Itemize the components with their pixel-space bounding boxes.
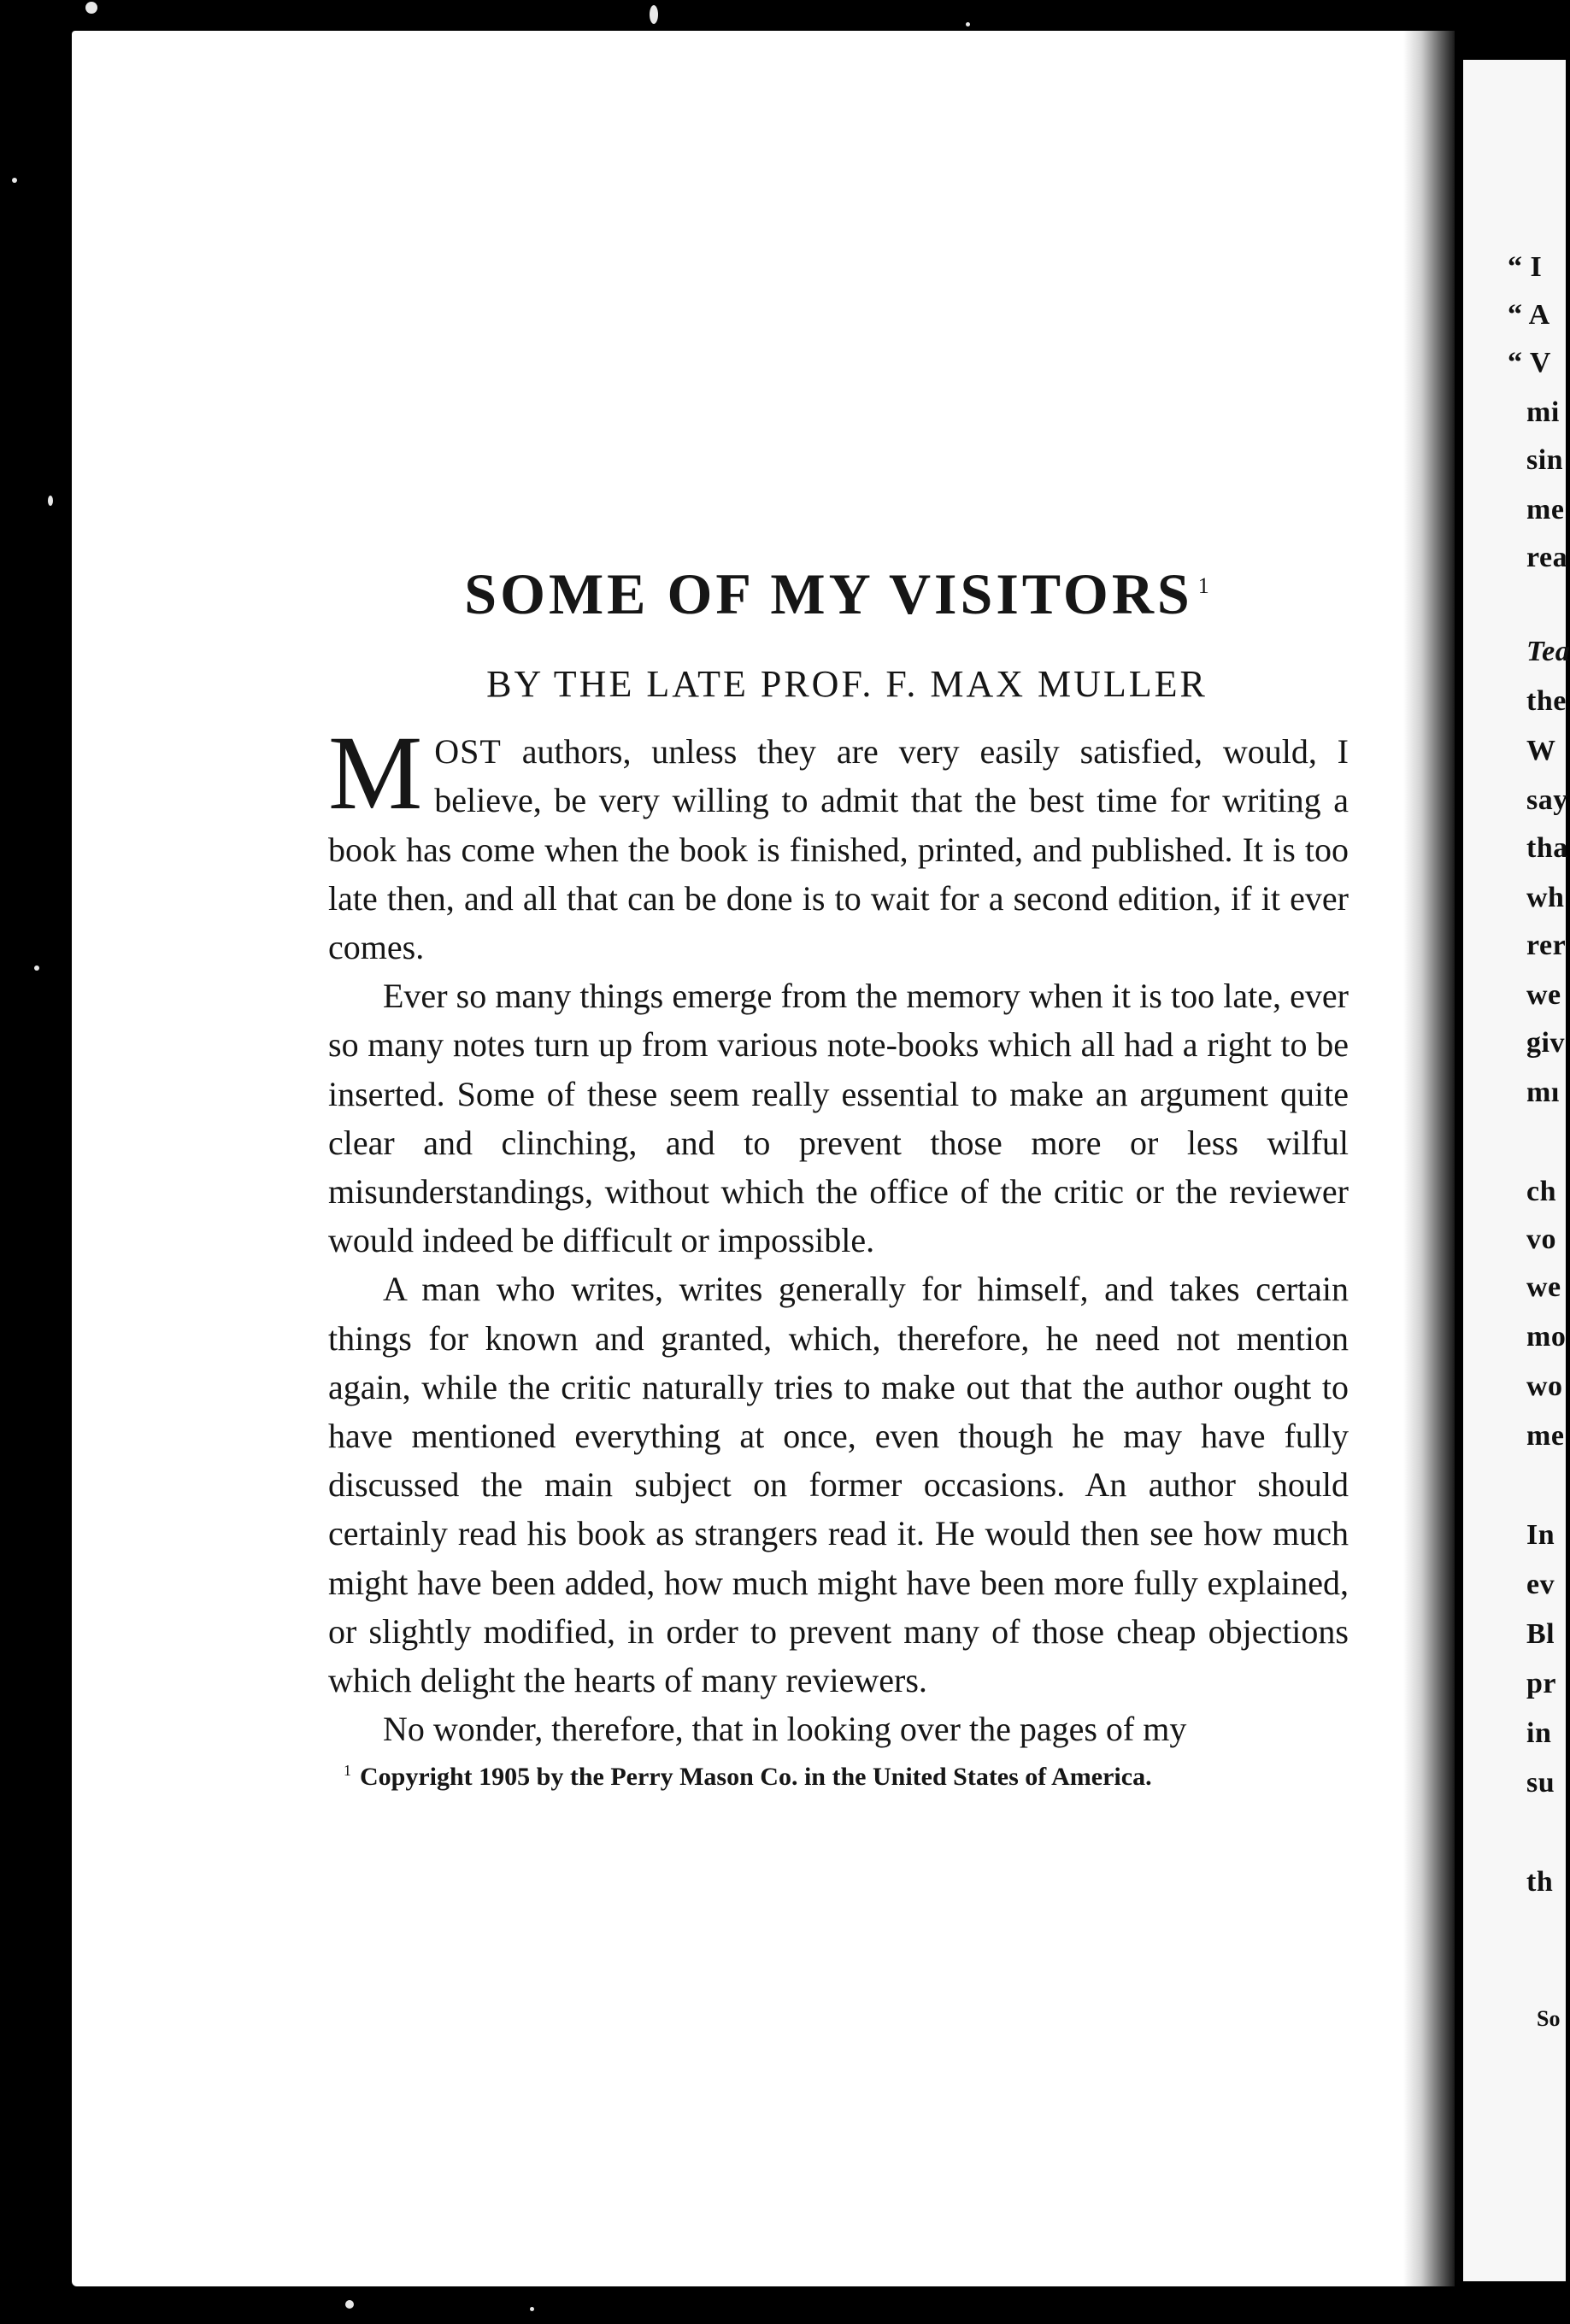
right-page-line: “ V xyxy=(1508,347,1551,379)
article-byline: BY THE LATE PROF. F. MAX MULLER xyxy=(486,662,1208,705)
scan-speck xyxy=(85,2,97,14)
scan-speck xyxy=(345,2300,354,2309)
right-page-line: tha xyxy=(1526,832,1568,864)
scan-speck xyxy=(12,178,17,183)
title-footnote-mark: 1 xyxy=(1197,573,1213,599)
right-page-line: giv xyxy=(1526,1027,1565,1059)
footnote-mark: 1 xyxy=(344,1762,351,1780)
paragraph-4: No wonder, therefore, that in looking over the pages of my xyxy=(383,1710,1187,1749)
paragraph-1-text: authors, unless they are very easily satisfied, would, I believe, be very willing to admit that the best time for writing a book has come when the book is finished, printed, and published. It is too late then, and all that can be done is to wait for a second edition, if it ever comes. xyxy=(328,732,1349,966)
right-page-line: sin xyxy=(1526,444,1564,476)
drop-cap: M xyxy=(328,714,423,832)
article xyxy=(328,562,1349,1793)
first-word-rest: OST xyxy=(434,732,502,772)
scan-speck xyxy=(966,22,970,26)
footnote xyxy=(344,1762,1349,1793)
right-page-line: ch xyxy=(1526,1176,1556,1207)
right-page-line: wo xyxy=(1526,1370,1563,1402)
right-page-line: wh xyxy=(1526,882,1565,913)
right-page-line: in xyxy=(1526,1717,1552,1749)
right-page-line: th xyxy=(1526,1866,1554,1898)
right-page-line: mi xyxy=(1526,396,1560,428)
right-page-line: rea xyxy=(1526,542,1568,573)
right-page-line: rer xyxy=(1526,930,1567,961)
right-page-line: “ I xyxy=(1508,251,1543,283)
right-page-line: “ A xyxy=(1508,299,1550,331)
right-page-line: say xyxy=(1526,784,1568,816)
paragraph-1 xyxy=(328,714,1349,971)
right-page-line: mo xyxy=(1526,1321,1567,1353)
right-page-line: su xyxy=(1526,1767,1555,1799)
scan-speck xyxy=(530,2307,534,2311)
paragraph-3: A man who writes, writes generally for himself, and takes certain things for known and granted, which, therefore, he need not mention again, while the critic naturally tries to make out that the author ought to have mentioned everything at once, even though he may have fully discussed the main subject on former occasions. An author should certainly read his book as strangers read it. He would then see how much might have been added, how much might have been more fully explained, or slightly modified, in order to prevent many of those cheap objections which delight the hearts of many reviewers. xyxy=(328,1270,1349,1700)
right-page-line: mı xyxy=(1526,1077,1560,1108)
right-page-line: we xyxy=(1526,979,1561,1011)
right-page-line: vo xyxy=(1526,1224,1556,1255)
book-gutter xyxy=(1403,31,1455,2286)
article-title-text: SOME OF MY VISITORS xyxy=(464,561,1193,626)
scan-speck xyxy=(650,5,658,24)
right-page-line: W xyxy=(1526,735,1556,766)
right-page-line: Tea xyxy=(1526,636,1570,667)
scan-speck xyxy=(34,965,39,971)
right-page-line: pr xyxy=(1526,1668,1556,1699)
right-page-footnote: So xyxy=(1537,2006,1561,2031)
right-page-line: me xyxy=(1526,494,1565,525)
article-title xyxy=(328,562,1349,626)
right-page-line: we xyxy=(1526,1271,1561,1303)
right-page-line: In xyxy=(1526,1519,1555,1551)
right-page-line: me xyxy=(1526,1420,1565,1452)
paragraph-2: Ever so many things emerge from the memory when it is too late, ever so many notes turn up from various note-books which all had a right to be inserted. Some of these seem really essential to make an argument quite clear and clinching, and to prevent those more or less wilful misunderstandings, without which the office of the critic or the reviewer would indeed be difficult or impossible. xyxy=(328,977,1349,1260)
right-page-line: the xyxy=(1526,685,1567,717)
right-page-line: ev xyxy=(1526,1569,1555,1600)
right-page xyxy=(1463,60,1570,2281)
footnote-text: Copyright 1905 by the Perry Mason Co. in the United States of America. xyxy=(360,1763,1152,1792)
right-page-line: Bl xyxy=(1526,1618,1555,1650)
scan-speck xyxy=(48,496,53,506)
